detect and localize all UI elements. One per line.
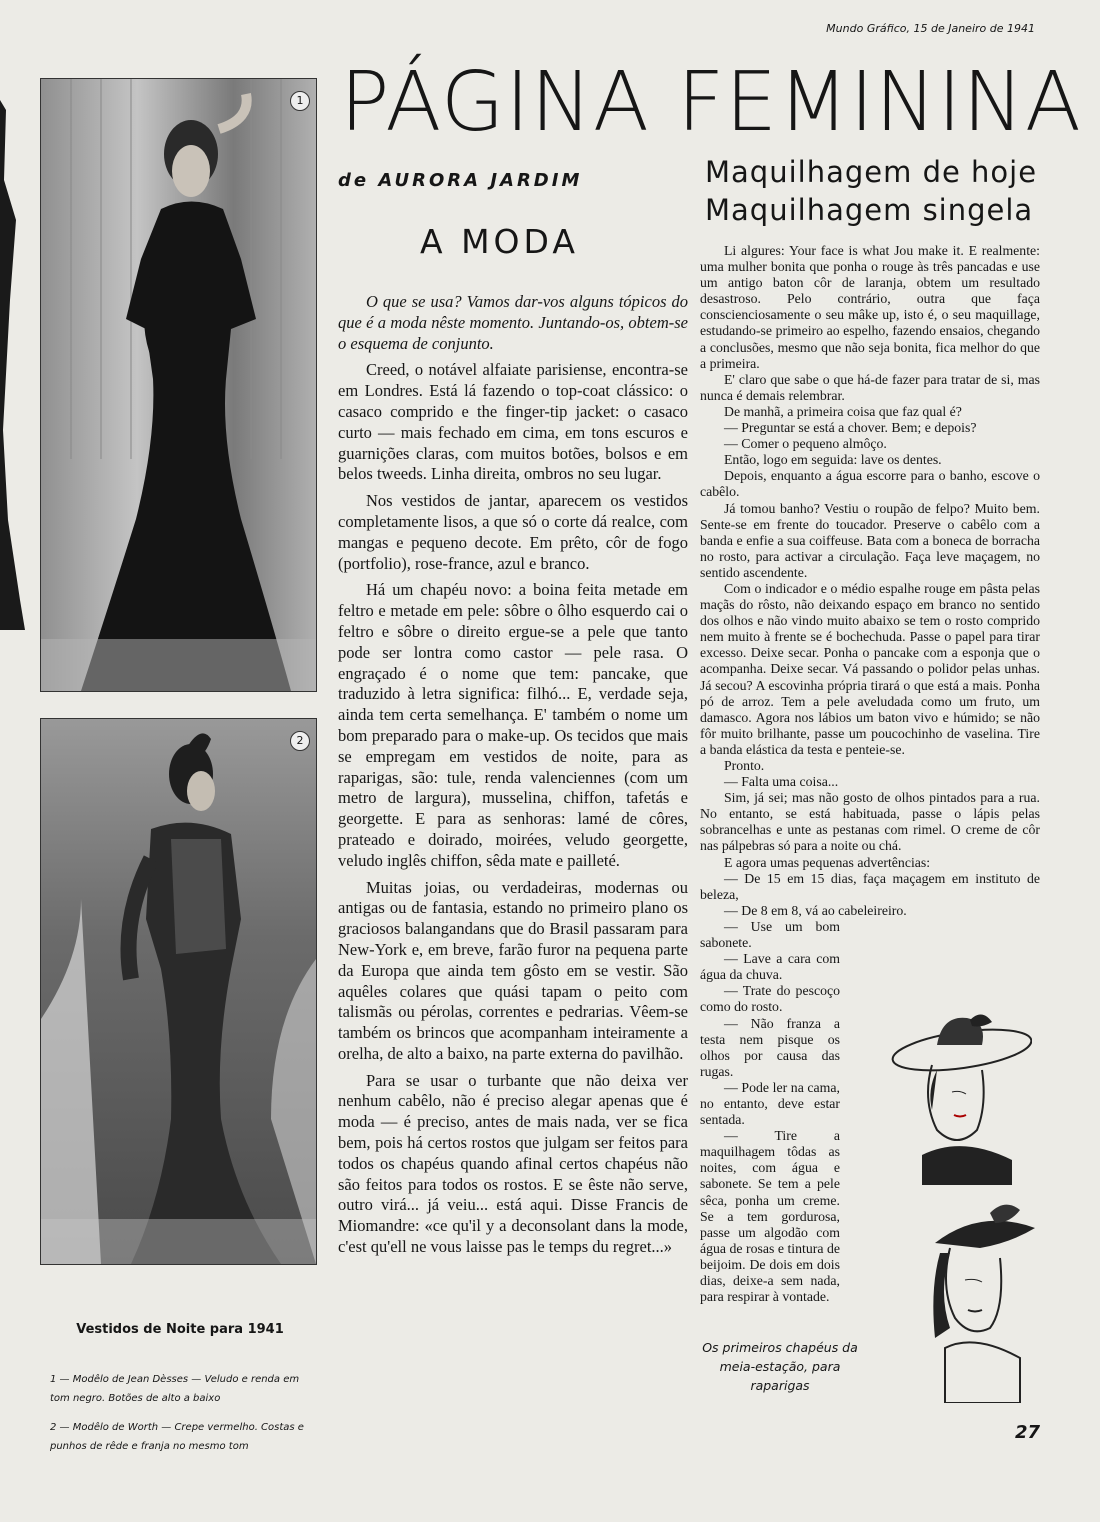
page-spine-shadow bbox=[0, 100, 25, 630]
page-title: PÁGINA FEMININA bbox=[340, 55, 1082, 150]
photo-evening-dress-2 bbox=[40, 718, 317, 1265]
makeup-heading-2: Maquilhagem singela bbox=[705, 193, 1034, 227]
illustration-caption: Os primeiros chapéus da meia-estação, para raparigas bbox=[702, 1340, 858, 1393]
makeup-heading-1: Maquilhagem de hoje bbox=[705, 155, 1038, 189]
makeup-paragraph: De manhã, a primeira coisa que faz qual é? bbox=[724, 403, 962, 419]
makeup-paragraph: — Falta uma coisa... bbox=[724, 774, 839, 790]
makeup-advice-item: — Trate do pescoço como do rosto. bbox=[700, 983, 840, 1015]
makeup-advice-item: — Tire a maquilhagem tôdas as noites, com água e sabonete. Se tem a pele sêca, ponha um creme. Se a tem gordurosa, passe um algodão com água de rosas e tintura de beijoim. De dois em dois dias, deixe-a sem nada, para respirar à vontade. bbox=[700, 1128, 840, 1305]
moda-article bbox=[338, 292, 688, 1264]
moda-paragraph: Muitas joias, ou verdadeiras, modernas ou antigas ou de fantasia, estando no primeiro plano os graciosos balangandans que do Brasil passaram para New-York e, em breve, farão furor na pequena parte da Europa que ainda tem gôsto em se vestir. São aquêles colares que quási tapam o peito com talismãs ou pérolas, correntes e pedrarias. Vêem-se também os brincos que acompanham inteiramente a orelha, de alto a baixo, na parte externa do pavilhão. bbox=[338, 877, 688, 1063]
moda-paragraph: Há um chapéu novo: a boina feita metade em feltro e metade em pele: sôbre o ôlho esquerdo cai o feltro e sôbre o direito ergue-se a pele que tanto pode ser lontra como castor — pele rasa. O engraçado é o nome que tem: pancake, que traduzido à letra significa: filhó... E, verdade seja, ainda tem certa semelhança. E' também o nome um bom preparado para o make-up. Os tecidos que mais se empregam em vestidos de noite, para as raparigas, são: tule, renda valenciennes (com um metro de largura), musselina, chiffon, tafetás e georgette. E para as senhoras: lamé de côres, prateado e doirado, moirées, veludo georgette, veludo inglês chiffon, sêda mate e pailleté. bbox=[338, 580, 688, 870]
author-byline: de AURORA JARDIM bbox=[338, 170, 583, 191]
makeup-advice-item: — Lave a cara com água da chuva. bbox=[700, 951, 840, 983]
makeup-paragraph: — De 15 em 15 dias, faça maçagem em instituto de beleza, bbox=[700, 870, 1040, 902]
makeup-paragraph: Depois, enquanto a água escorre para o banho, escove o cabêlo. bbox=[700, 468, 1040, 500]
makeup-paragraph: Já tomou banho? Vestiu o roupão de felpo? Muito bem. Sente-se em frente do toucador. Preserve o cabêlo com a banda e enfie a sua coiffeuse. Bata com a boneca de borracha no rosto, para activar a circulação. Faça leve maçagem, no sentido ascendente. bbox=[700, 500, 1040, 580]
photo-caption-title: Vestidos de Noite para 1941 bbox=[76, 1322, 284, 1337]
hat-sketch-2 bbox=[930, 1198, 1040, 1403]
moda-heading: A MODA bbox=[420, 222, 579, 261]
makeup-paragraph: Li algures: Your face is what Jou make it. E realmente: uma mulher bonita que ponha o rouge às três pancadas e use um antigo baton côr de laranja, obtem um resultado desastroso. Pelo contrário, outra que faça conscienciosamente o seu mâke up, isto é, o seu maquillage, estudando-se primeiro ao espelho, fazendo ensaios, chegando a conclusões, mesmo que não seja bonita, fica melhor do que a primeira. bbox=[700, 243, 1040, 371]
photo-caption-2: 2 — Modêlo de Worth — Crepe vermelho. Costas e punhos de rêde e franja no mesmo tom bbox=[50, 1422, 304, 1452]
makeup-advice-item: — Use um bom sabonete. bbox=[700, 918, 840, 951]
moda-paragraph: Para se usar o turbante que não deixa ver nenhum cabêlo, não é preciso alegar apenas que é moda — é preciso, antes de mais nada, ver se fica bem, pois há certos rostos que julgam ser feitos para todos os chapéus quando afinal certos chapéus não são feitos para todos os rostos. E se êste não serve, outro virá... já veiu... está aqui. Disse Francis de Miomandre: «ce qu'il y a deconsolant dans la mode, c'est qu'ell ne vous laisse pas le temps du regret...» bbox=[338, 1070, 688, 1257]
hat-sketch-1 bbox=[882, 1010, 1032, 1185]
makeup-advice-item: — Não franza a testa nem pisque os olhos por causa das rugas. bbox=[700, 1015, 840, 1079]
page-number: 27 bbox=[1015, 1422, 1041, 1443]
makeup-advice-item: — Pode ler na cama, no entanto, deve estar sentada. bbox=[700, 1079, 840, 1128]
makeup-paragraph: — Preguntar se está a chover. Bem; e depois? bbox=[724, 420, 977, 436]
photo-number-badge-2: 2 bbox=[290, 731, 310, 751]
makeup-paragraph: Com o indicador e o médio espalhe rouge em pâsta pelas maçãs do rôsto, não deixando espaço em branco no sentido dos olhos e não vindo muito abaixo se tem o rosto comprido nem muito à frente se é bochechuda. Passe o papel para tirar excesso. Deixe secar. Ponha o pancake com a esponja que o acompanha. Deixe secar. Vá passando o polidor pelas unhas. Já secou? A escovinha própria tirará o que está a mais. Ponha pó de arroz. Tem a pele aveludada como um fruto, um damasco. Agora nos lábios um baton vivo e húmido; se não fôr muito brilhante, passe um poucochinho de vaselina. Tire a banda elástica da testa e penteie-se. bbox=[700, 580, 1040, 757]
makeup-paragraph: — Comer o pequeno almôço. bbox=[724, 436, 887, 452]
moda-paragraph: Nos vestidos de jantar, aparecem os vestidos completamente lisos, a que só o corte dá realce, com mangas e pequeno decote. Em prêto, côr de fogo (portfolio), rose-france, azul e branco. bbox=[338, 491, 688, 573]
photo-evening-dress-1 bbox=[40, 78, 317, 692]
makeup-paragraph: E agora umas pequenas advertências: bbox=[724, 854, 931, 870]
running-header: Mundo Gráfico, 15 de Janeiro de 1941 bbox=[826, 22, 1035, 35]
moda-paragraph: O que se usa? Vamos dar-vos alguns tópicos do que é a moda nêste momento. Juntando-os, obtem-se o esquema de conjunto. bbox=[338, 292, 688, 353]
makeup-paragraph: — De 8 em 8, vá ao cabeleireiro. bbox=[724, 902, 907, 918]
photo-number-badge-1: 1 bbox=[290, 91, 310, 111]
makeup-paragraph: Pronto. bbox=[724, 758, 765, 773]
moda-paragraph: Creed, o notável alfaiate parisiense, encontra-se em Londres. Está lá fazendo o top-coat clássico: o casaco comprido e the finger-tip jacket: o casaco curto — mais fechado em cima, em tons escuros e guarnições claras, com muitos botões, bolsos e em belos tweeds. Linha direita, ombros no seu lugar. bbox=[338, 360, 688, 484]
photo-caption-1: 1 — Modêlo de Jean Dèsses — Veludo e renda em tom negro. Botões de alto a baixo bbox=[50, 1374, 300, 1404]
makeup-paragraph: E' claro que sabe o que há-de fazer para tratar de si, mas nunca é demais relembrar. bbox=[700, 371, 1040, 403]
makeup-paragraph: Então, logo em seguida: lave os dentes. bbox=[724, 452, 942, 468]
makeup-paragraph: Sim, já sei; mas não gosto de olhos pintados para a rua. No entanto, se está habituada, passe o lápis pelas sobrancelhas e unte as pestanas com rimel. O creme de côr nas pálpebras só para a noite ou chá. bbox=[700, 790, 1040, 854]
